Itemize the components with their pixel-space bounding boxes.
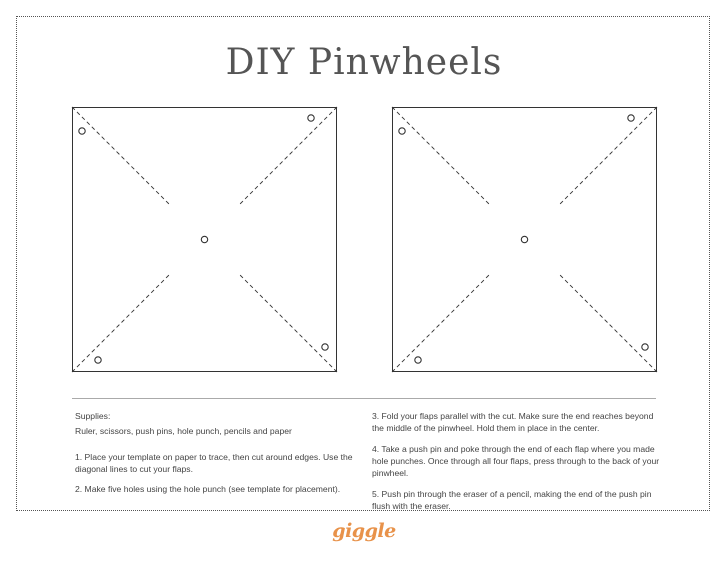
pinwheel-template-right bbox=[392, 107, 657, 372]
instructions-left-column bbox=[75, 410, 357, 503]
cut-line bbox=[392, 275, 489, 372]
cut-line bbox=[72, 107, 169, 204]
cut-line bbox=[392, 107, 489, 204]
page-title: DIY Pinwheels bbox=[225, 42, 503, 83]
cut-line bbox=[240, 107, 337, 204]
instruction-step-5: 5. Push pin through the eraser of a pencil, making the end of the push pin flush with the eraser. bbox=[372, 489, 652, 511]
hole-marker bbox=[399, 128, 405, 134]
hole-marker bbox=[95, 357, 101, 363]
pinwheel-template-drawing bbox=[72, 107, 337, 372]
supplies-list: Ruler, scissors, push pins, hole punch, pencils and paper bbox=[75, 426, 292, 436]
hole-marker bbox=[628, 115, 634, 121]
cut-line bbox=[72, 275, 169, 372]
section-divider bbox=[72, 398, 656, 399]
supplies-heading: Supplies: bbox=[75, 411, 111, 421]
giggle-logo: giggle bbox=[332, 520, 396, 542]
hole-marker bbox=[79, 128, 85, 134]
center-hole-marker bbox=[201, 236, 207, 242]
instruction-step-2: 2. Make five holes using the hole punch (see template for placement). bbox=[75, 484, 341, 494]
cut-line bbox=[240, 275, 337, 372]
center-hole-marker bbox=[521, 236, 527, 242]
cut-line bbox=[560, 275, 657, 372]
instruction-step-4: 4. Take a push pin and poke through the end of each flap where you made hole punches. Once through all four flaps, press through to the back of your pinwheel. bbox=[372, 444, 660, 478]
pinwheel-template-drawing bbox=[392, 107, 657, 372]
instructions-right-column bbox=[372, 410, 660, 520]
pinwheel-template-left bbox=[72, 107, 337, 372]
cut-line bbox=[560, 107, 657, 204]
hole-marker bbox=[642, 344, 648, 350]
instruction-step-1: 1. Place your template on paper to trace, then cut around edges. Use the diagonal lines to cut your flaps. bbox=[75, 452, 353, 474]
hole-marker bbox=[415, 357, 421, 363]
hole-marker bbox=[308, 115, 314, 121]
hole-marker bbox=[322, 344, 328, 350]
instruction-step-3: 3. Fold your flaps parallel with the cut. Make sure the end reaches beyond the middle of the pinwheel. Hold them in place in the center. bbox=[372, 411, 654, 433]
